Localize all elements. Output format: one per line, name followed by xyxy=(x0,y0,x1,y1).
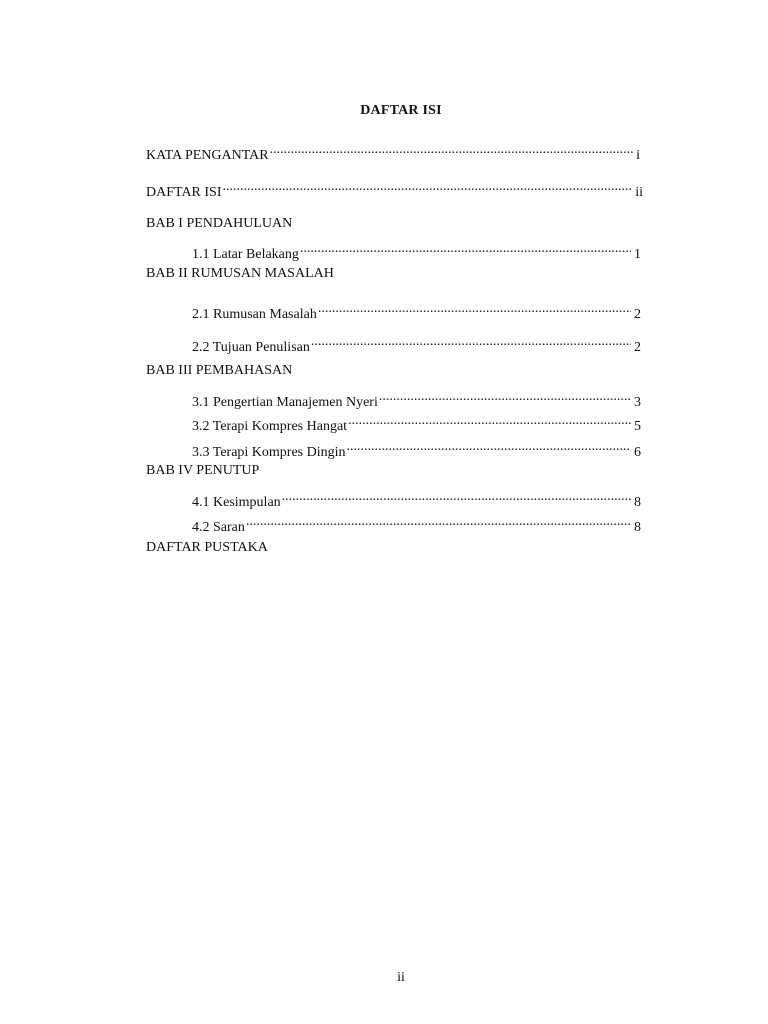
toc-entry-page: 6 xyxy=(634,445,641,460)
toc-entry-page: 1 xyxy=(634,247,641,262)
toc-entry-page: ii xyxy=(635,185,643,200)
toc-entry-kata-pengantar xyxy=(146,141,640,163)
toc-chapter-bab3: BAB III PEMBAHASAN xyxy=(146,363,293,378)
leader-dots xyxy=(270,141,634,159)
toc-entry-label: 4.2 Saran xyxy=(192,520,245,535)
toc-entry-daftar-isi xyxy=(146,178,643,200)
leader-dots xyxy=(311,333,631,351)
toc-chapter-bab2: BAB II RUMUSAN MASALAH xyxy=(146,266,334,281)
toc-chapter-bab4: BAB IV PENUTUP xyxy=(146,463,260,478)
leader-dots xyxy=(300,240,631,258)
toc-entry-2-1 xyxy=(192,300,641,322)
toc-entry-page: 2 xyxy=(634,307,641,322)
toc-entry-label: KATA PENGANTAR xyxy=(146,148,269,163)
toc-entry-page: 5 xyxy=(634,419,641,434)
leader-dots xyxy=(282,488,631,506)
toc-entry-label: 3.3 Terapi Kompres Dingin xyxy=(192,445,346,460)
toc-chapter-daftar-pustaka: DAFTAR PUSTAKA xyxy=(146,540,268,555)
toc-chapter-bab1: BAB I PENDAHULUAN xyxy=(146,216,293,231)
leader-dots xyxy=(347,438,631,456)
toc-entry-page: 3 xyxy=(634,395,641,410)
toc-entry-3-2 xyxy=(192,412,641,434)
leader-dots xyxy=(223,178,633,196)
page-title: DAFTAR ISI xyxy=(360,103,442,118)
toc-entry-label: 3.2 Terapi Kompres Hangat xyxy=(192,419,348,434)
toc-entry-page: 8 xyxy=(634,520,641,535)
toc-entry-label: 1.1 Latar Belakang xyxy=(192,247,299,262)
leader-dots xyxy=(379,388,631,406)
toc-entry-label: 3.1 Pengertian Manajemen Nyeri xyxy=(192,395,378,410)
toc-entry-3-3 xyxy=(192,438,641,460)
leader-dots xyxy=(246,513,631,531)
toc-entry-4-2 xyxy=(192,513,641,535)
toc-entry-3-1 xyxy=(192,388,641,410)
toc-entry-label: 2.1 Rumusan Masalah xyxy=(192,307,317,322)
toc-entry-2-2 xyxy=(192,333,641,355)
toc-entry-label: 4.1 Kesimpulan xyxy=(192,495,281,510)
page-number-footer: ii xyxy=(397,970,405,985)
toc-entry-1-1 xyxy=(192,240,641,262)
toc-entry-page: i xyxy=(636,148,640,163)
toc-entry-page: 2 xyxy=(634,340,641,355)
leader-dots xyxy=(318,300,631,318)
toc-entry-label: 2.2 Tujuan Penulisan xyxy=(192,340,310,355)
leader-dots xyxy=(348,412,631,430)
toc-entry-4-1 xyxy=(192,488,641,510)
toc-entry-label: DAFTAR ISI xyxy=(146,185,222,200)
toc-entry-page: 8 xyxy=(634,495,641,510)
